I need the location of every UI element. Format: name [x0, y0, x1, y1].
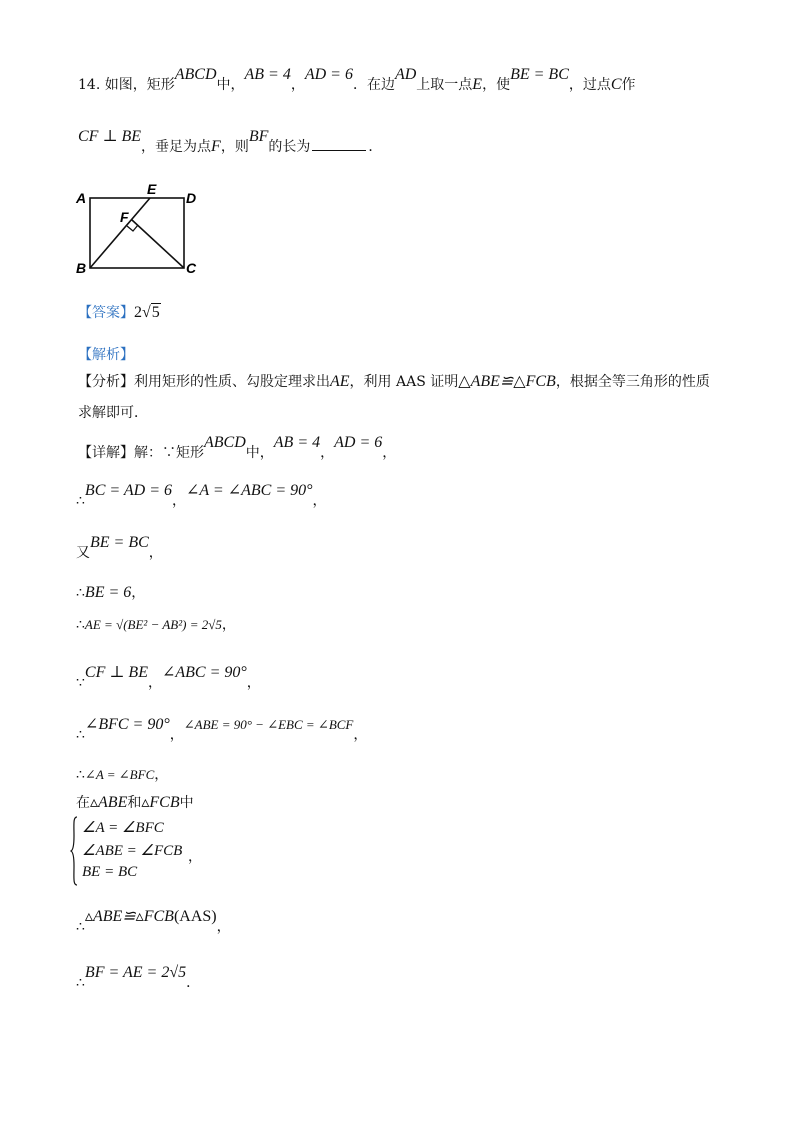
condition-1: ∠A = ∠BFC — [82, 820, 164, 836]
step-math: AE = √(BE² − AB²) = 2√5 — [84, 617, 222, 632]
math-aas: (AAS) — [173, 908, 217, 925]
step-text: ， — [147, 675, 162, 691]
math-ab: AB = 4 — [244, 66, 291, 83]
step-2 — [76, 534, 163, 562]
detail-text: ， — [320, 445, 335, 461]
step-6 — [76, 716, 368, 744]
problem-text: 作 — [621, 77, 636, 93]
text: 和 — [127, 795, 142, 811]
math-triangle-fcb: ▵FCB — [141, 794, 180, 811]
math-f: F — [211, 138, 221, 155]
math-triangle-abe: ▵ABE — [90, 794, 128, 811]
problem-text: 中， — [216, 77, 245, 93]
step-text: ， — [131, 585, 146, 601]
right-angle-mark — [127, 225, 138, 231]
step-lead: ∴ — [76, 617, 85, 633]
step-math: BC = AD = 6 — [84, 482, 172, 499]
step-1 — [76, 482, 327, 510]
step-text: ， — [154, 767, 169, 783]
problem-text: 的长为 — [268, 139, 311, 155]
step-math: ∠A = ∠ABC = 90° — [186, 482, 313, 499]
math-be-bc: BE = BC — [510, 66, 569, 83]
step-math: BE = BC — [90, 534, 149, 551]
step-math: ∠ABE = 90° − ∠EBC = ∠BCF — [183, 717, 354, 732]
math-ab: AB = 4 — [273, 434, 321, 451]
segment-cf — [132, 220, 184, 268]
system-end: ， — [188, 849, 202, 865]
step-4 — [76, 614, 236, 634]
math-abcd: ABCD — [174, 66, 217, 83]
answer-radicand: 5 — [151, 304, 160, 321]
detail-tag: 【详解】 — [78, 445, 134, 461]
answer-coef: 2 — [134, 304, 142, 321]
step-text: ． — [186, 975, 201, 991]
step-lead: ∴ — [76, 585, 85, 601]
text: 在 — [76, 795, 90, 811]
step-lead: ∴ — [76, 975, 85, 991]
step-text: ， — [221, 617, 236, 633]
condition-system — [82, 818, 182, 887]
problem-text: ． — [368, 139, 383, 155]
math-bf: BF — [248, 128, 269, 145]
problem-text: 上取一点 — [416, 77, 473, 93]
problem-text: ，则 — [220, 139, 249, 155]
step-lead: ∴ — [76, 727, 85, 743]
condition-3: BE = BC — [82, 864, 138, 880]
step-text: ， — [246, 675, 261, 691]
final-line — [76, 964, 201, 992]
math-ad: AD — [394, 66, 417, 83]
analysis-tag: 【解析】 — [78, 347, 134, 363]
math-ae: AE — [330, 373, 350, 390]
rectangle-figure — [72, 180, 212, 275]
problem-line-1 — [78, 66, 636, 94]
math-abcd: ABCD — [204, 434, 246, 451]
step-text: ， — [353, 727, 368, 743]
step-lead: ∴ — [76, 919, 85, 935]
fenxi-text: 利用矩形的性质、勾股定理求出 — [134, 374, 330, 390]
step-text: ， — [172, 493, 186, 509]
step-3 — [76, 582, 145, 602]
detail-text: 中， — [245, 445, 274, 461]
step-lead: ∴ — [76, 493, 85, 509]
label-d: D — [186, 190, 197, 206]
problem-number: 14. — [78, 77, 101, 93]
step-7 — [76, 764, 168, 784]
fenxi-text: ，利用 AAS 证明 — [349, 374, 459, 390]
step-lead: ∴ — [76, 767, 85, 783]
fenxi-line-2: 求解即可． — [78, 405, 148, 421]
math-cf-perp-be: CF ⊥ BE — [78, 128, 142, 145]
answer-line: 【答案】2√5 — [78, 304, 160, 321]
step-text: ， — [169, 727, 184, 743]
left-brace — [70, 816, 78, 886]
step-text: ， — [312, 493, 327, 509]
label-e: E — [147, 181, 157, 197]
step-math: BE = 6 — [84, 584, 132, 601]
step-5 — [76, 664, 261, 692]
math-c: C — [610, 76, 622, 93]
step-text: ， — [216, 919, 231, 935]
in-triangles-line — [76, 792, 194, 812]
fenxi-tag: 【分析】 — [78, 374, 134, 390]
label-a: A — [76, 190, 87, 206]
answer-tag: 【答案】 — [78, 305, 134, 321]
step-math: ∠BFC = 90° — [84, 716, 170, 733]
problem-text: ，过点 — [568, 77, 611, 93]
math-final: BF = AE = 2√5 — [84, 964, 187, 981]
label-f: F — [120, 209, 129, 225]
detail-line — [78, 434, 397, 462]
condition-2: ∠ABE = ∠FCB — [82, 843, 183, 859]
step-text: ， — [148, 545, 163, 561]
step-math: ∠A = ∠BFC — [84, 767, 155, 782]
detail-text: ， — [382, 445, 397, 461]
step-lead: 又 — [76, 545, 90, 561]
label-c: C — [186, 260, 197, 275]
answer-blank — [312, 138, 366, 151]
problem-text: ，使 — [482, 77, 511, 93]
label-b: B — [76, 260, 87, 275]
math-e: E — [472, 76, 483, 93]
step-math: ∠ABC = 90° — [161, 664, 247, 681]
math-congruent: ▵ABE≌▵FCB — [84, 908, 174, 925]
math-ad: AD = 6 — [334, 434, 383, 451]
text: 中 — [179, 795, 194, 811]
fenxi-text: ，根据全等三角形的性质 — [555, 374, 710, 390]
math-ad: AD = 6 — [304, 66, 353, 83]
problem-line-2 — [78, 128, 383, 156]
congruent-line — [76, 908, 231, 936]
rectangle-abcd — [90, 198, 184, 268]
problem-text: ．在边 — [352, 77, 395, 93]
step-math: CF ⊥ BE — [84, 664, 148, 681]
problem-text: 如图，矩形 — [104, 77, 175, 93]
problem-text: ，垂足为点 — [141, 139, 212, 155]
fenxi-line-1 — [78, 371, 710, 391]
step-lead: ∵ — [76, 675, 85, 691]
math-congruence: △ABE≌△FCB — [458, 373, 556, 390]
problem-text: ， — [290, 77, 305, 93]
detail-text: 解：∵矩形 — [134, 445, 204, 461]
